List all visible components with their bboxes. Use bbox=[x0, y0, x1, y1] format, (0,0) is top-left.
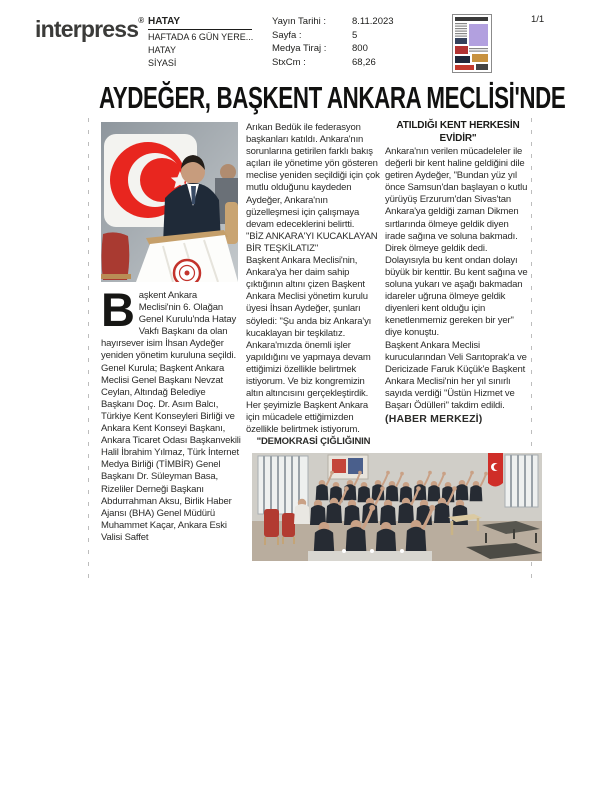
article-paragraph: Başkent Ankara Meclisi kurucularından Veli Sarıtoprak'a ve Dericizade Faruk Küçük'e Başkent Ankara Meclisi'nin her yıl sınırlı sayıda verdiği "Üstün Hizmet ve Başarı Ödülleri" takdim edildi. bbox=[385, 339, 527, 411]
meta-row-page bbox=[272, 29, 394, 43]
publication-category: SİYASİ bbox=[148, 58, 177, 68]
crowd-photo bbox=[252, 453, 542, 561]
meta-value: 8.11.2023 bbox=[352, 16, 394, 27]
publication-info bbox=[148, 15, 253, 70]
article-column-2 bbox=[246, 122, 381, 449]
paragraph-text: aşkent Ankara Meclisi'nin 6. Olağan Genel Kurulu'nda Hatay Vakfı Başkanı da olan hayırsever isim İhsan Aydeğer yeniden yönetim kuruluna seçildi. bbox=[101, 290, 237, 362]
article-paragraph: Genel Kurula; Başkent Ankara Meclisi Genel Başkanı Nevzat Ceylan, Altındağ Belediye Başkanı Doç. Dr. Asım Balcı, Türkiye Kent Konseyleri Birliği ve Ankara Kent Konseyi Başkanı, Ankara Ticaret Odası Başkanvekili Halil İbrahim Yılmaz, Türk İnternet Medya Birliği (TİMBİR) Genel Başkanı Dr. Süleyman Basa, Rizeliler Derneği Başkanı Abdurrahman Aksu, Birlik Haber Ajansı (BHA) Genel Müdürü Muhammet Kaçar, Ankara Eski Valisi Saffet bbox=[101, 362, 241, 543]
clip-border-left bbox=[88, 118, 89, 580]
page-count: 1/1 bbox=[531, 14, 545, 25]
article-column-1 bbox=[101, 122, 241, 544]
byline: (HABER MERKEZİ) bbox=[385, 413, 483, 426]
publication-frequency: HAFTADA 6 GÜN YERE... bbox=[148, 32, 254, 42]
meta-row-circulation bbox=[272, 42, 394, 56]
article-section-heading: ATILDIĞI KENT HERKESİN EVİDİR" bbox=[396, 120, 520, 144]
clipping-meta bbox=[272, 15, 394, 69]
podium-photo bbox=[101, 122, 238, 282]
meta-row-publish-date bbox=[272, 15, 394, 29]
meta-value: 800 bbox=[352, 43, 368, 54]
mini-newspaper-icon bbox=[452, 14, 492, 73]
interpress-logo bbox=[35, 16, 144, 43]
meta-label: Sayfa : bbox=[272, 29, 302, 41]
registered-mark-icon: ® bbox=[138, 16, 145, 25]
drop-cap: B bbox=[101, 283, 135, 336]
article-paragraph: Arıkan Bedük ile federasyon başkanları katıldı. Ankara'nın sorunlarına getirilen farklı bakış açıları ile yönetime yön gösteren meclise yeniden seçildiği için çok mutlu olduğunu kaydeden Aydeğer, Ankara'nın güzelleşmesi için çalışmaya devam edeceklerini belirtti. bbox=[246, 122, 380, 230]
meta-row-stxcm bbox=[272, 56, 394, 70]
page-thumbnail bbox=[452, 14, 492, 73]
article-paragraph: Başkent Ankara Meclisi'nin, Ankara'ya her daim sahip çıktığının altını çizen Başkent Ankara Meclisi yönetim kurulu üyesi İhsan Aydeğer, şunları söyledi: "Şu anda biz Ankara'yı kucaklayan bir teşkilatız. Ankara'mızda önemli işler yapıldığını ve yapmaya devam ettiğimizi özellikle belirtmek istiyorum. Ve biz kongremizin altın altıncısını gerçekleştirdik. Her şeyimizle Başkent Ankara için mücadele ettiğimizden özellikle belirtmek istiyorum. bbox=[246, 255, 372, 436]
meta-label: StxCm : bbox=[272, 56, 306, 68]
meta-label: Yayın Tarihi : bbox=[272, 16, 327, 27]
meta-value: 68,26 bbox=[352, 56, 376, 68]
headline: AYDEĞER, BAŞKENT ANKARA MECLİSİ'NDE bbox=[99, 80, 566, 115]
speaker-at-podium-illustration bbox=[101, 122, 238, 282]
article-paragraph bbox=[101, 283, 241, 363]
meta-value: 5 bbox=[352, 29, 358, 41]
assembly-crowd-illustration bbox=[252, 453, 542, 561]
article-paragraph: Ankara'nın verilen mücadeleler ile değerli bir kent haline geldiğini dile getiren Aydeğer, "Bundan yüz yıl önce Samsun'dan başlayan o kutlu yürüyüş Erzurum'dan Sivas'tan Ankara'ya geldiği zaman Dikmen sırtlarında ölmeye geldik diyen irade sağına ve soluna bakmadı. Direk ölmeye geldik dedi. Dolayısıyla bu kent ondan dolayı büyük bir kenttir. Bu kent sağına ve soluna yukarı ve aşağı bakmadan idareler uğruna ölmeye geldik diyenleri kent olduğu için kenetlenmemiz gereken bir yer" diye konuştu. bbox=[385, 146, 528, 339]
meta-label: Medya Tiraj : bbox=[272, 43, 327, 54]
publication-name: HATAY bbox=[148, 15, 252, 30]
article-column-3 bbox=[385, 119, 531, 425]
article-subhead: "BİZ ANKARA'YI KUCAKLAYAN BİR TEŞKİLATIZ" bbox=[246, 230, 378, 254]
logo-text: interpress bbox=[35, 16, 139, 42]
article-subhead-bold: "DEMOKRASİ ÇIĞLIĞININ bbox=[256, 436, 371, 448]
publication-region: HATAY bbox=[148, 45, 177, 55]
